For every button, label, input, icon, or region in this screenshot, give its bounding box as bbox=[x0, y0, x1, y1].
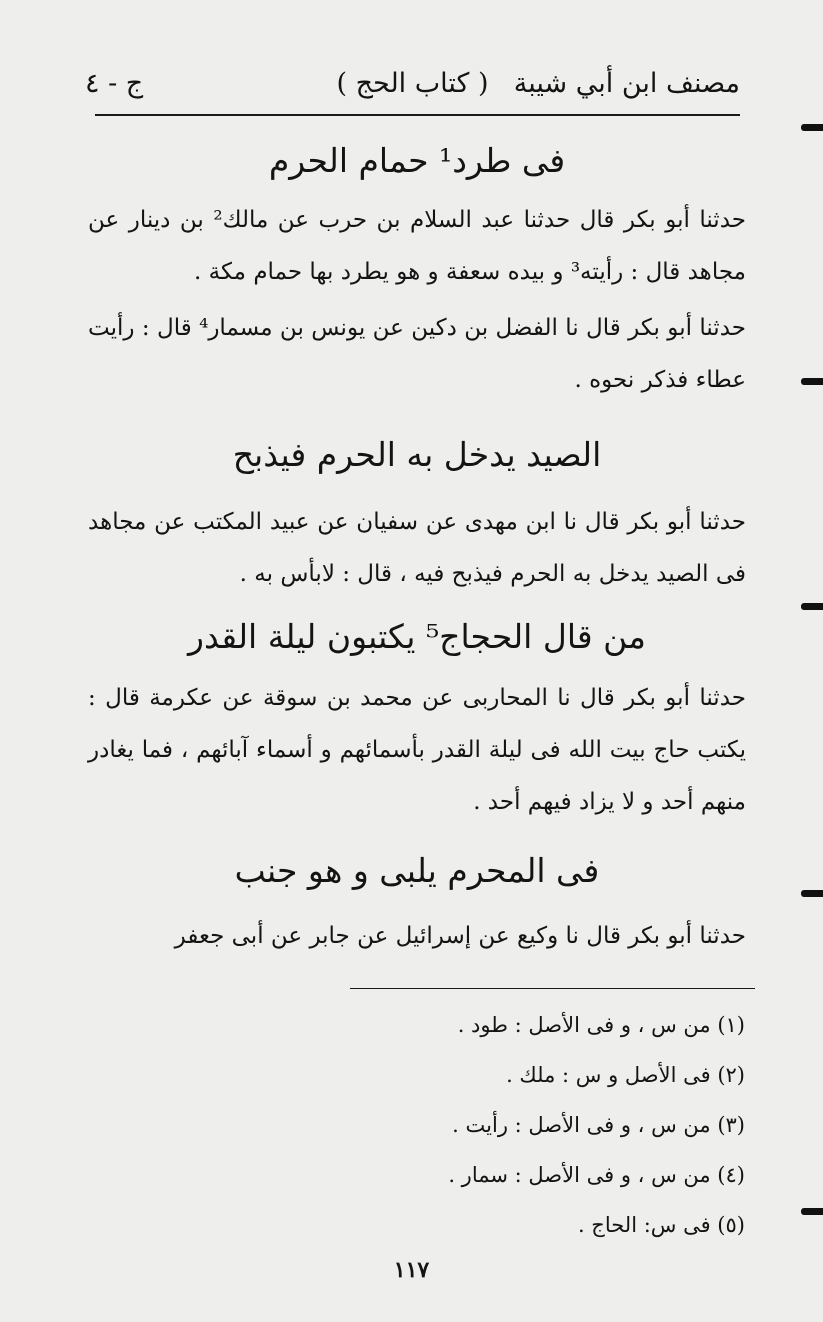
page-number: ١١٧ bbox=[393, 1257, 430, 1283]
chapter-title: ( كتاب الحج ) bbox=[336, 68, 489, 99]
footnote: (٣) من س ، و فى الأصل : رأيت . bbox=[452, 1113, 745, 1137]
edge-mark bbox=[801, 378, 823, 385]
hadith-paragraph: حدثنا أبو بكر قال نا المحاربى عن محمد بن سوقة عن عكرمة قال : يكتب حاج بيت الله فى ليلة القدر بأسمائهم و أسماء آبائهم ، فما يغادر منهم أحد و لا يزاد فيهم أحد . bbox=[88, 685, 746, 815]
footnote-rule bbox=[350, 988, 755, 989]
edge-mark bbox=[801, 890, 823, 897]
book-title: مصنف ابن أبي شيبة bbox=[513, 68, 740, 99]
header-rule bbox=[95, 114, 740, 116]
section-heading: فى المحرم يلبى و هو جنب bbox=[234, 851, 600, 890]
main-text bbox=[88, 130, 746, 962]
hadith-paragraph: حدثنا أبو بكر قال نا وكيع عن إسرائيل عن جابر عن أبى جعفر bbox=[174, 923, 746, 949]
hadith-paragraph: حدثنا أبو بكر قال نا الفضل بن دكين عن يونس بن مسمار⁴ قال : رأيت عطاء فذكر نحوه . bbox=[88, 315, 746, 393]
footnote: (٤) من س ، و فى الأصل : سمار . bbox=[448, 1163, 745, 1187]
edge-mark bbox=[801, 124, 823, 131]
section-heading: من قال الحجاج⁵ يكتبون ليلة القدر bbox=[188, 617, 646, 656]
footnote: (١) من س ، و فى الأصل : طود . bbox=[457, 1013, 745, 1037]
footnotes bbox=[345, 1000, 745, 1250]
volume-number: ج - ٤ bbox=[85, 68, 144, 99]
section-heading: الصيد يدخل به الحرم فيذبح bbox=[232, 435, 602, 474]
edge-mark bbox=[801, 603, 823, 610]
edge-mark bbox=[801, 1208, 823, 1215]
hadith-paragraph: حدثنا أبو بكر قال نا ابن مهدى عن سفيان عن عبيد المكتب عن مجاهد فى الصيد يدخل به الحرم فيذبح فيه ، قال : لابأس به . bbox=[88, 509, 746, 587]
section-heading: فى طرد¹ حمام الحرم bbox=[268, 141, 566, 180]
page-header bbox=[85, 62, 740, 106]
footnote: (٥) فى س: الحاج . bbox=[577, 1213, 745, 1237]
hadith-paragraph: حدثنا أبو بكر قال حدثنا عبد السلام بن حرب عن مالك² بن دينار عن مجاهد قال : رأيته³ و بيده سعفة و هو يطرد بها حمام مكة . bbox=[88, 207, 746, 285]
footnote: (٢) فى الأصل و س : ملك . bbox=[506, 1063, 745, 1087]
